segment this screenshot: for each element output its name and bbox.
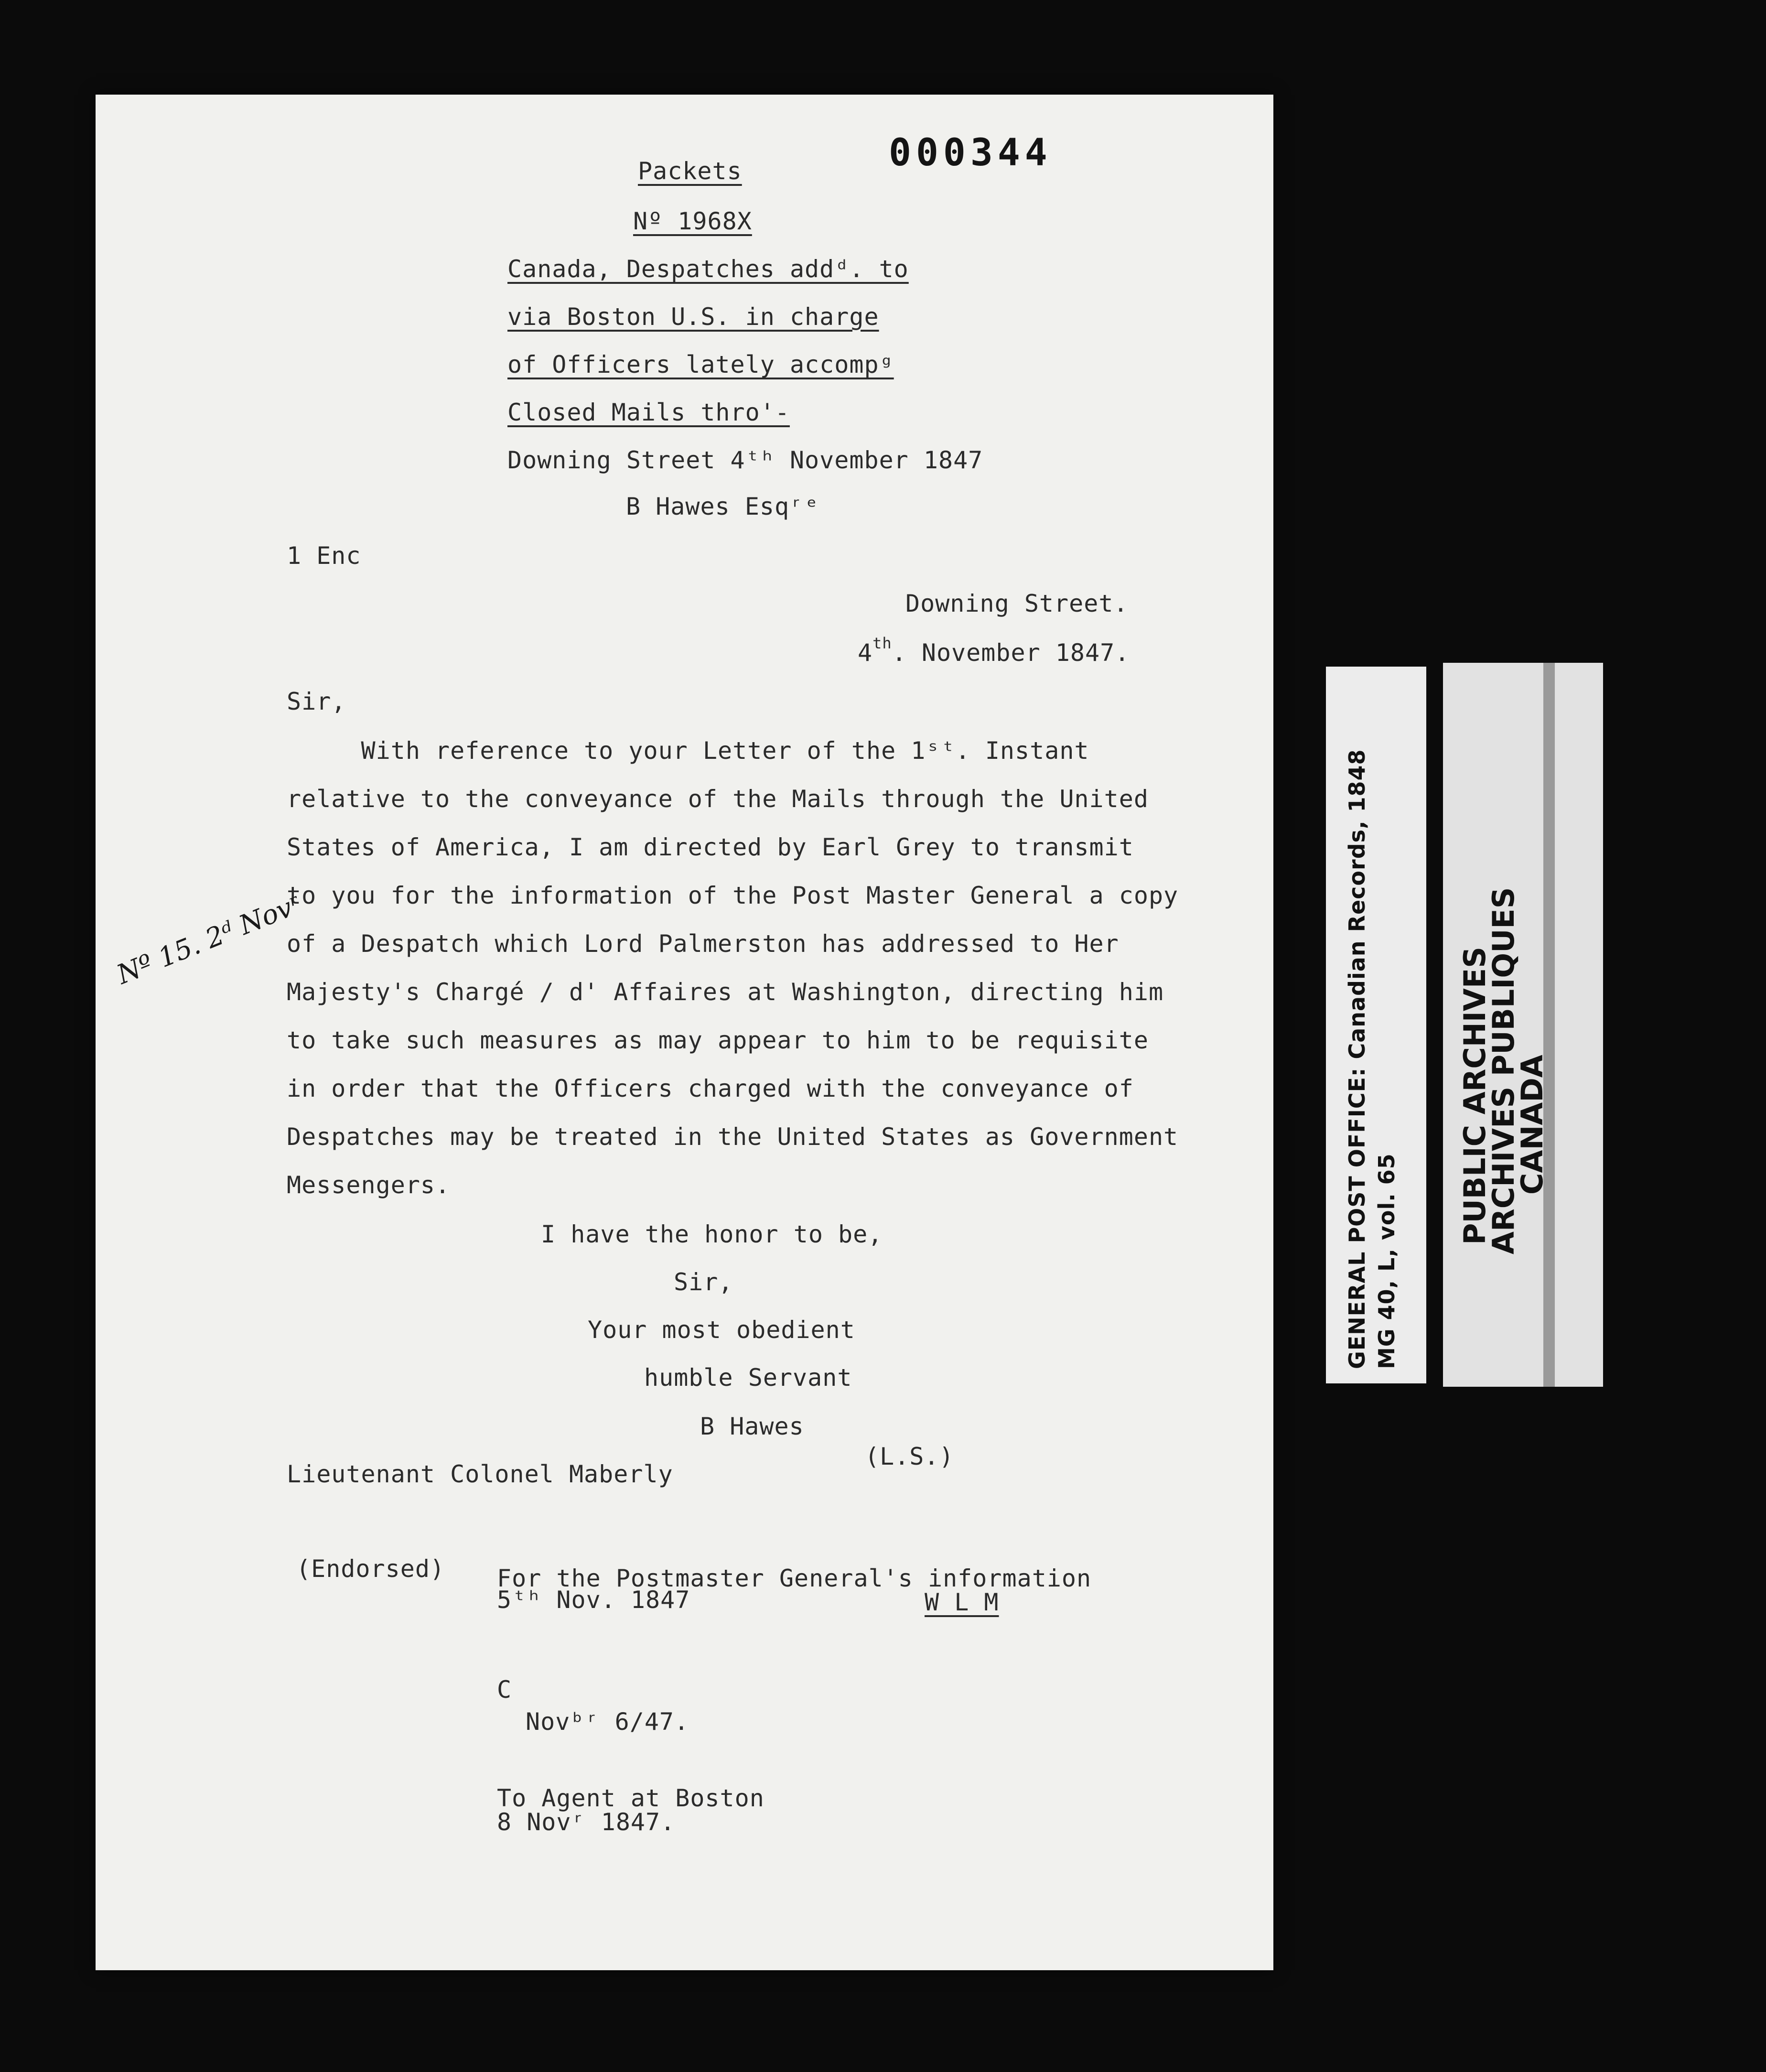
signature: B Hawes — [700, 1413, 804, 1440]
body-line: With reference to your Letter of the 1ˢᵗ. Instant — [287, 737, 1089, 765]
body-line: to you for the information of the Post Master General a copy — [287, 882, 1179, 909]
address-date-sup: th — [872, 634, 892, 652]
archive-volume-line: MG 40, L, vol. 65 — [1374, 1153, 1400, 1369]
file-heading: Packets — [638, 157, 742, 185]
document-page — [96, 95, 1273, 1970]
document-number-stamp: 000344 — [889, 131, 1052, 174]
address-date-rest: . November 1847. — [892, 639, 1130, 667]
body-line: relative to the conveyance of the Mails through the United — [287, 785, 1149, 813]
marginal-handwritten-note: Nº 15. 2ᵈ Novʳ — [112, 888, 306, 991]
salutation: Sir, — [287, 688, 346, 715]
endorsement-initials: W L M — [925, 1588, 999, 1616]
address-date — [858, 634, 1130, 667]
archive-label — [1326, 667, 1603, 1383]
archive-record-line: GENERAL POST OFFICE: Canadian Records, 1848 — [1344, 749, 1370, 1369]
subject-line: Canada, Despatches addᵈ. to — [507, 255, 909, 283]
archive-title-fr: ARCHIVES PUBLIQUES — [1486, 887, 1521, 1254]
label-divider — [1543, 663, 1555, 1387]
closing-line: Your most obedient — [588, 1316, 855, 1344]
body-line: States of America, I am directed by Earl Grey to transmit — [287, 833, 1134, 861]
enclosure-note: 1 Enc — [287, 542, 361, 570]
footer-date: Novᵇʳ 6/47. — [526, 1708, 689, 1736]
heading-sender: B Hawes Esqʳᵉ — [626, 493, 819, 520]
body-line: Messengers. — [287, 1171, 451, 1199]
archive-title-en: PUBLIC ARCHIVES — [1457, 947, 1492, 1245]
endorsement-line: For the Postmaster General's information — [497, 1565, 1092, 1592]
seal-mark: (L.S.) — [865, 1443, 954, 1470]
archive-country: CANADA — [1515, 1055, 1550, 1195]
address-street: Downing Street. — [905, 590, 1129, 617]
file-number: Nº 1968X — [633, 207, 752, 235]
body-line: Majesty's Chargé / d' Affaires at Washington, directing him — [287, 978, 1164, 1006]
endorsement-date: 5ᵗʰ Nov. 1847 — [497, 1586, 690, 1614]
footer-to-line: To Agent at Boston — [497, 1784, 765, 1812]
address-date-day: 4 — [858, 639, 873, 667]
recipient: Lieutenant Colonel Maberly — [287, 1460, 673, 1488]
body-line: of a Despatch which Lord Palmerston has addressed to Her — [287, 930, 1119, 958]
endorsement-label: (Endorsed) — [296, 1555, 445, 1583]
body-line: Despatches may be treated in the United States as Government — [287, 1123, 1179, 1151]
closing-line: humble Servant — [644, 1364, 852, 1392]
heading-date-line: Downing Street 4ᵗʰ November 1847 — [507, 446, 983, 474]
body-line: in order that the Officers charged with the conveyance of — [287, 1075, 1134, 1102]
body-line: to take such measures as may appear to him to be requisite — [287, 1026, 1149, 1054]
subject-line: of Officers lately accompᵍ — [507, 351, 894, 378]
footer-letter: C — [497, 1676, 512, 1704]
closing-line: I have the honor to be, — [541, 1220, 883, 1248]
subject-line: Closed Mails thro'- — [507, 399, 790, 426]
subject-line: via Boston U.S. in charge — [507, 303, 879, 331]
footer-to-date: 8 Novʳ 1847. — [497, 1808, 676, 1836]
closing-line: Sir, — [674, 1268, 733, 1296]
